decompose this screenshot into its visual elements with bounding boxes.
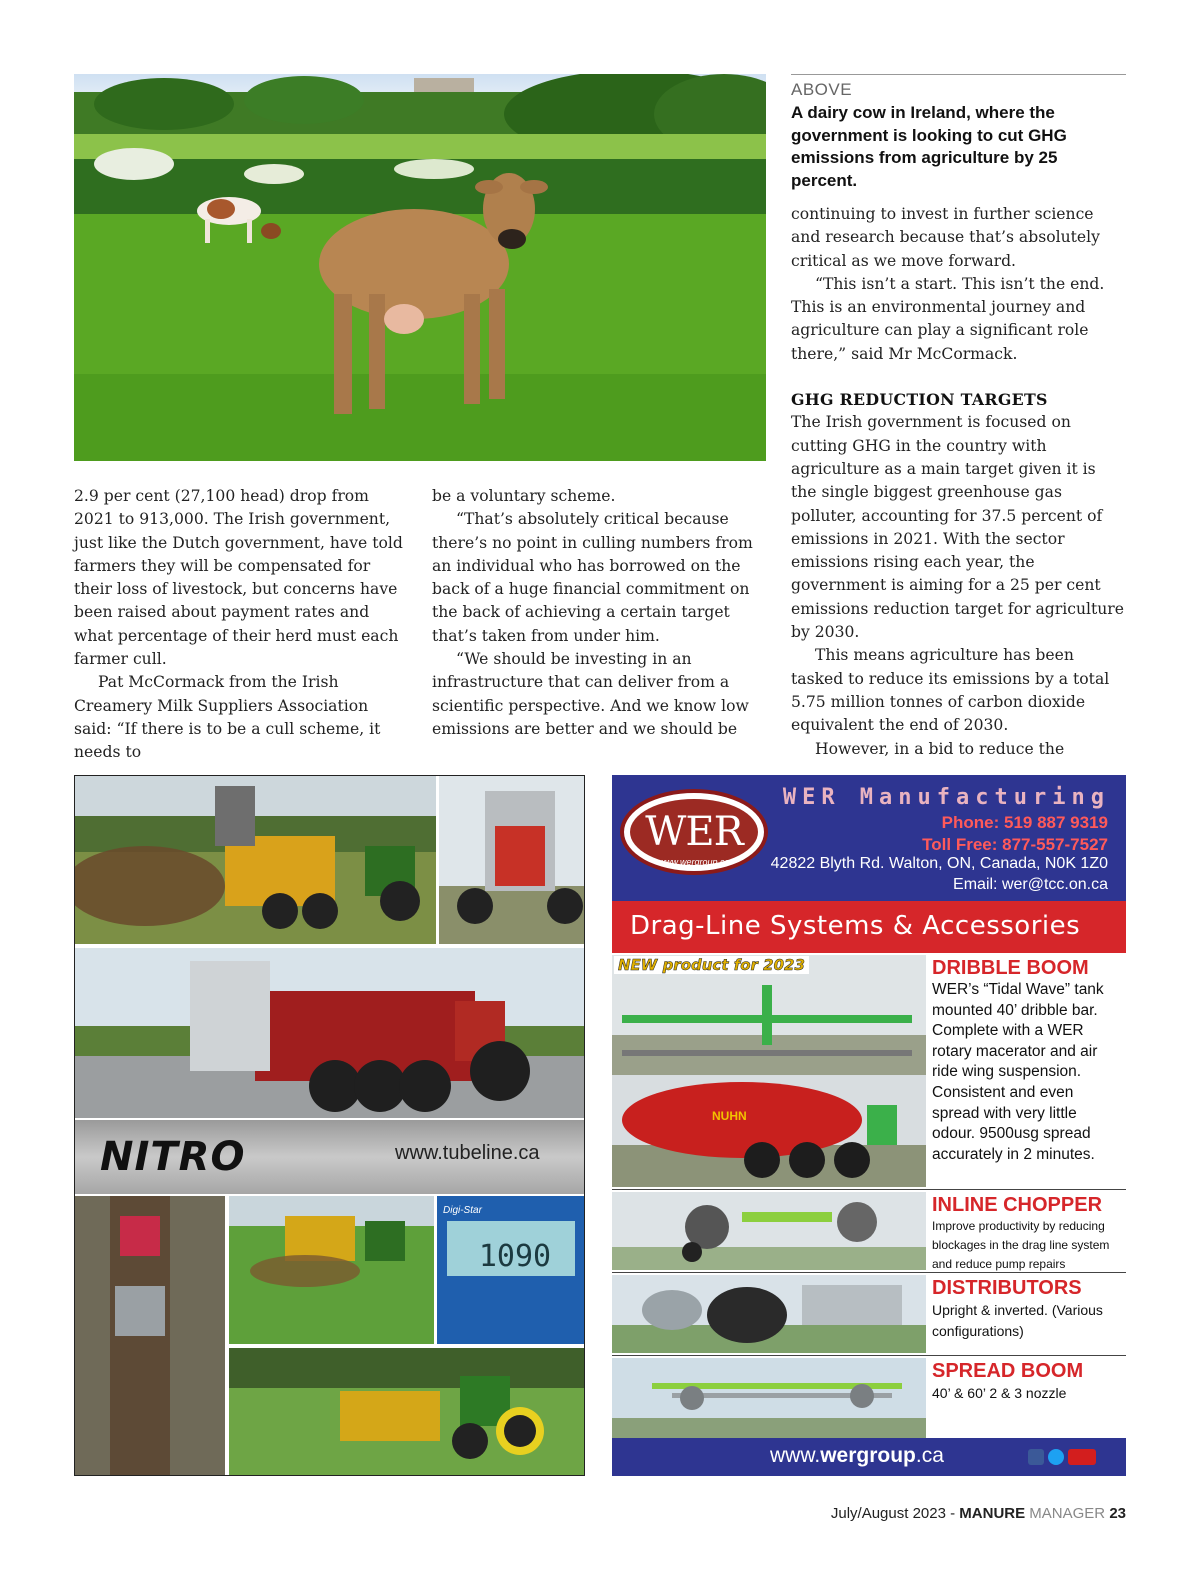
wer-product-spread-boom [612, 1356, 1126, 1438]
paragraph: be a voluntary scheme. [432, 487, 616, 505]
spread-boom-text [932, 1360, 1122, 1404]
inline-chopper-photo [612, 1192, 926, 1270]
tank-label: NUHN [712, 1109, 747, 1123]
wer-advertisement[interactable] [612, 775, 1126, 1476]
paragraph: “This isn’t a start. This isn’t the end. This is an environmental journey and agriculture can play a significant role there,” said Mr McCormack. [791, 274, 1105, 363]
article-column-1 [74, 485, 409, 765]
dribble-boom-photo [612, 955, 926, 1187]
tubeline-advertisement[interactable] [74, 775, 585, 1476]
wer-address: 42822 Blyth Rd. Walton, ON, Canada, N0K 1Z0 [770, 855, 1108, 872]
wer-phone: Phone: 519 887 9319 [941, 813, 1108, 832]
product-description: Improve productivity by reducing blockages in the drag line system and reduce pump repairs [932, 1219, 1110, 1271]
article-column-3 [791, 203, 1126, 761]
dribble-boom-text [932, 957, 1122, 1165]
paragraph: continuing to invest in further science and research because that’s absolutely critical as we move forward. [791, 205, 1100, 270]
product-description: 40’ & 60’ 2 & 3 nozzle [932, 1385, 1067, 1401]
distributors-photo [612, 1275, 926, 1353]
wer-banner-text: Drag-Line Systems & Accessories [630, 911, 1081, 941]
paragraph: 2.9 per cent (27,100 head) drop from 2021 to 913,000. The Irish government, just like the Dutch government, have told farmers they will be compensated for their loss of livestock, but concerns have been raised about payment rates and what percentage of their herd must each farmer cull. [74, 487, 403, 669]
product-description: WER’s “Tidal Wave” tank mounted 40’ dribble bar. Complete with a WER rotary macerator and air ride wing suspension. Consistent and even spread with very little odour. 9500usg spread accurately in 2 minutes. [932, 981, 1104, 1163]
subhead: GHG REDUCTION TARGETS [791, 390, 1048, 410]
wer-product-distributors [612, 1273, 1126, 1356]
magazine-name-bold: MANURE [959, 1505, 1026, 1522]
paragraph: “We should be investing in an infrastructure that can deliver from a scientific perspective. And we know low emissions are better and we should be [432, 650, 749, 738]
wer-email: Email: wer@tcc.on.ca [953, 876, 1108, 893]
wer-url[interactable]: www.wergroup.ca [770, 1444, 944, 1467]
new-product-tag: NEW product for 2023 [614, 956, 809, 974]
magazine-name-light: MANAGER [1025, 1505, 1110, 1522]
caption-rule [791, 74, 1126, 75]
scale-brand: Digi-Star [443, 1205, 482, 1216]
wer-logo-url: www.wergroup.ca [658, 857, 730, 867]
paragraph: Pat McCormack from the Irish Creamery Milk Suppliers Association said: “If there is to be a cull scheme, it needs to [74, 673, 381, 762]
tubeline-brand-strip [75, 1120, 584, 1194]
paragraph: The Irish government is focused on cutting GHG in the country with agriculture as a main target given it is the single biggest greenhouse gas polluter, accounting for 37.5 percent of emissions in 2021. With the sector emissions rising each year, the government is aiming for a 25 per cent emissions reduction target for agriculture by 2030. [791, 413, 1124, 642]
product-title: INLINE CHOPPER [932, 1194, 1103, 1216]
page-footer [831, 1505, 1126, 1522]
facebook-icon[interactable] [1028, 1449, 1044, 1465]
wer-logo-text: WER [645, 809, 743, 855]
paragraph: “That’s absolutely critical because there’s no point in culling numbers from an individual who has borrowed on the back of a huge financial commitment on the back of achieving a certain target that’s taken from under him. [432, 510, 753, 645]
inline-chopper-text [932, 1194, 1122, 1274]
page-number: 23 [1109, 1505, 1126, 1522]
article-column-2 [432, 485, 767, 741]
wer-product-dribble-boom [612, 953, 1126, 1190]
scale-readout: 1090 [478, 1239, 552, 1274]
product-title: SPREAD BOOM [932, 1360, 1084, 1382]
wer-toll-free: Toll Free: 877-557-7527 [922, 835, 1108, 854]
issue-date: July/August 2023 - [830, 1505, 960, 1522]
wer-banner [612, 901, 1126, 953]
nitro-logo: NITRO [100, 1134, 246, 1180]
caption-text: A dairy cow in Ireland, where the government is looking to cut GHG emissions from agriculture by 25 percent. [791, 103, 1067, 190]
wer-header [612, 775, 1126, 901]
paragraph: This means agriculture has been tasked to reduce its emissions by a total 5.75 million tonnes of carbon dioxide equivalent the end of 2030. [791, 646, 1110, 735]
product-title: DRIBBLE BOOM [932, 957, 1089, 979]
wer-logo [620, 789, 768, 875]
hero-photo-dairy-cow [74, 74, 766, 461]
paragraph: However, in a bid to reduce the [815, 739, 1065, 758]
wer-company-name: WER Manufacturing [782, 785, 1110, 810]
spread-boom-photo [612, 1358, 926, 1438]
distributors-text [932, 1277, 1122, 1341]
tubeline-url[interactable]: www.tubeline.ca [395, 1142, 540, 1164]
caption-label: ABOVE [791, 80, 853, 99]
twitter-icon[interactable] [1048, 1449, 1064, 1465]
wer-footer [612, 1438, 1126, 1476]
product-description: Upright & inverted. (Various configurations) [932, 1302, 1103, 1339]
wer-product-inline-chopper [612, 1190, 1126, 1273]
youtube-icon[interactable] [1068, 1449, 1096, 1465]
product-title: DISTRIBUTORS [932, 1277, 1082, 1299]
